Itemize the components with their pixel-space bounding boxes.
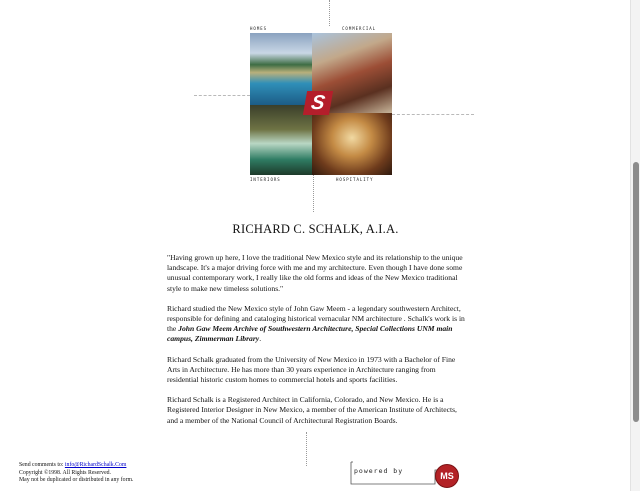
meem-text: Richard studied the New Mexico style of John Gaw Meem - a legendary southwestern Architect, responsible for defining and cataloging historical vernacular NM architecture . Schalk's work is in the	[167, 303, 465, 334]
footer	[19, 462, 133, 485]
copyright-text: Copyright ©1998. All Rights Reserved.	[19, 469, 111, 476]
guide-line-left	[194, 95, 250, 96]
commercial-label: COMMERCIAL	[342, 26, 377, 31]
hospitality-label: HOSPITALITY	[336, 177, 374, 182]
meem-end: .	[259, 334, 262, 344]
comments-line	[19, 462, 133, 470]
powered-by-badge[interactable]	[349, 458, 462, 488]
homes-label: HOMES	[250, 26, 268, 31]
vertical-scrollbar[interactable]	[630, 0, 640, 491]
email-link[interactable]: info@RichardSchalk.Com	[64, 462, 127, 468]
quote-paragraph: "Having grown up here, I love the traditional New Mexico style and its relationship to the unique landscape. It's a major driving force with me and my architecture. Even though I have done some unusual contemporary work, I really like the old forms and ideas of the New Mexico traditional style to make new timeless solutions."	[167, 253, 463, 293]
bio-content	[167, 253, 466, 436]
archive-name: John Gaw Meem Archive of Southwestern Architecture, Special Collections UNM main campus, Zimmerman Library	[167, 324, 453, 344]
meem-paragraph	[167, 304, 466, 345]
schalk-logo: S	[303, 91, 333, 115]
homes-image[interactable]	[250, 33, 312, 105]
interiors-label: INTERIORS	[250, 177, 281, 182]
page-title: RICHARD C. SCHALK, A.I.A.	[232, 222, 399, 236]
scrollbar-thumb[interactable]	[633, 162, 639, 422]
guide-line-bottom	[306, 432, 307, 466]
guide-line-right	[392, 114, 474, 115]
education-paragraph: Richard Schalk graduated from the University of New Mexico in 1973 with a Bachelor of Fine Arts in Architecture. He has more than 30 years experience in Architecture ranging from residential historic custom homes to commercial hotels and sports facilities.	[167, 354, 456, 385]
guide-line-top	[329, 0, 330, 26]
comments-label: Send comments to:	[19, 462, 65, 468]
registration-paragraph: Richard Schalk is a Registered Architect in California, Colorado, and New Mexico. He is a Registered Interior Designer in New Mexico, a member of the American Institute of Architects, and a member of the National Council of Architectural Registration Boards.	[167, 395, 457, 425]
powered-by-text: powered by	[354, 467, 404, 475]
portfolio-collage	[250, 26, 392, 184]
interiors-image[interactable]	[250, 105, 312, 175]
hospitality-image[interactable]	[312, 113, 392, 175]
distribution-notice: May not be duplicated or distributed in any form.	[19, 477, 134, 484]
ms-logo-icon[interactable]: MS	[435, 464, 459, 488]
